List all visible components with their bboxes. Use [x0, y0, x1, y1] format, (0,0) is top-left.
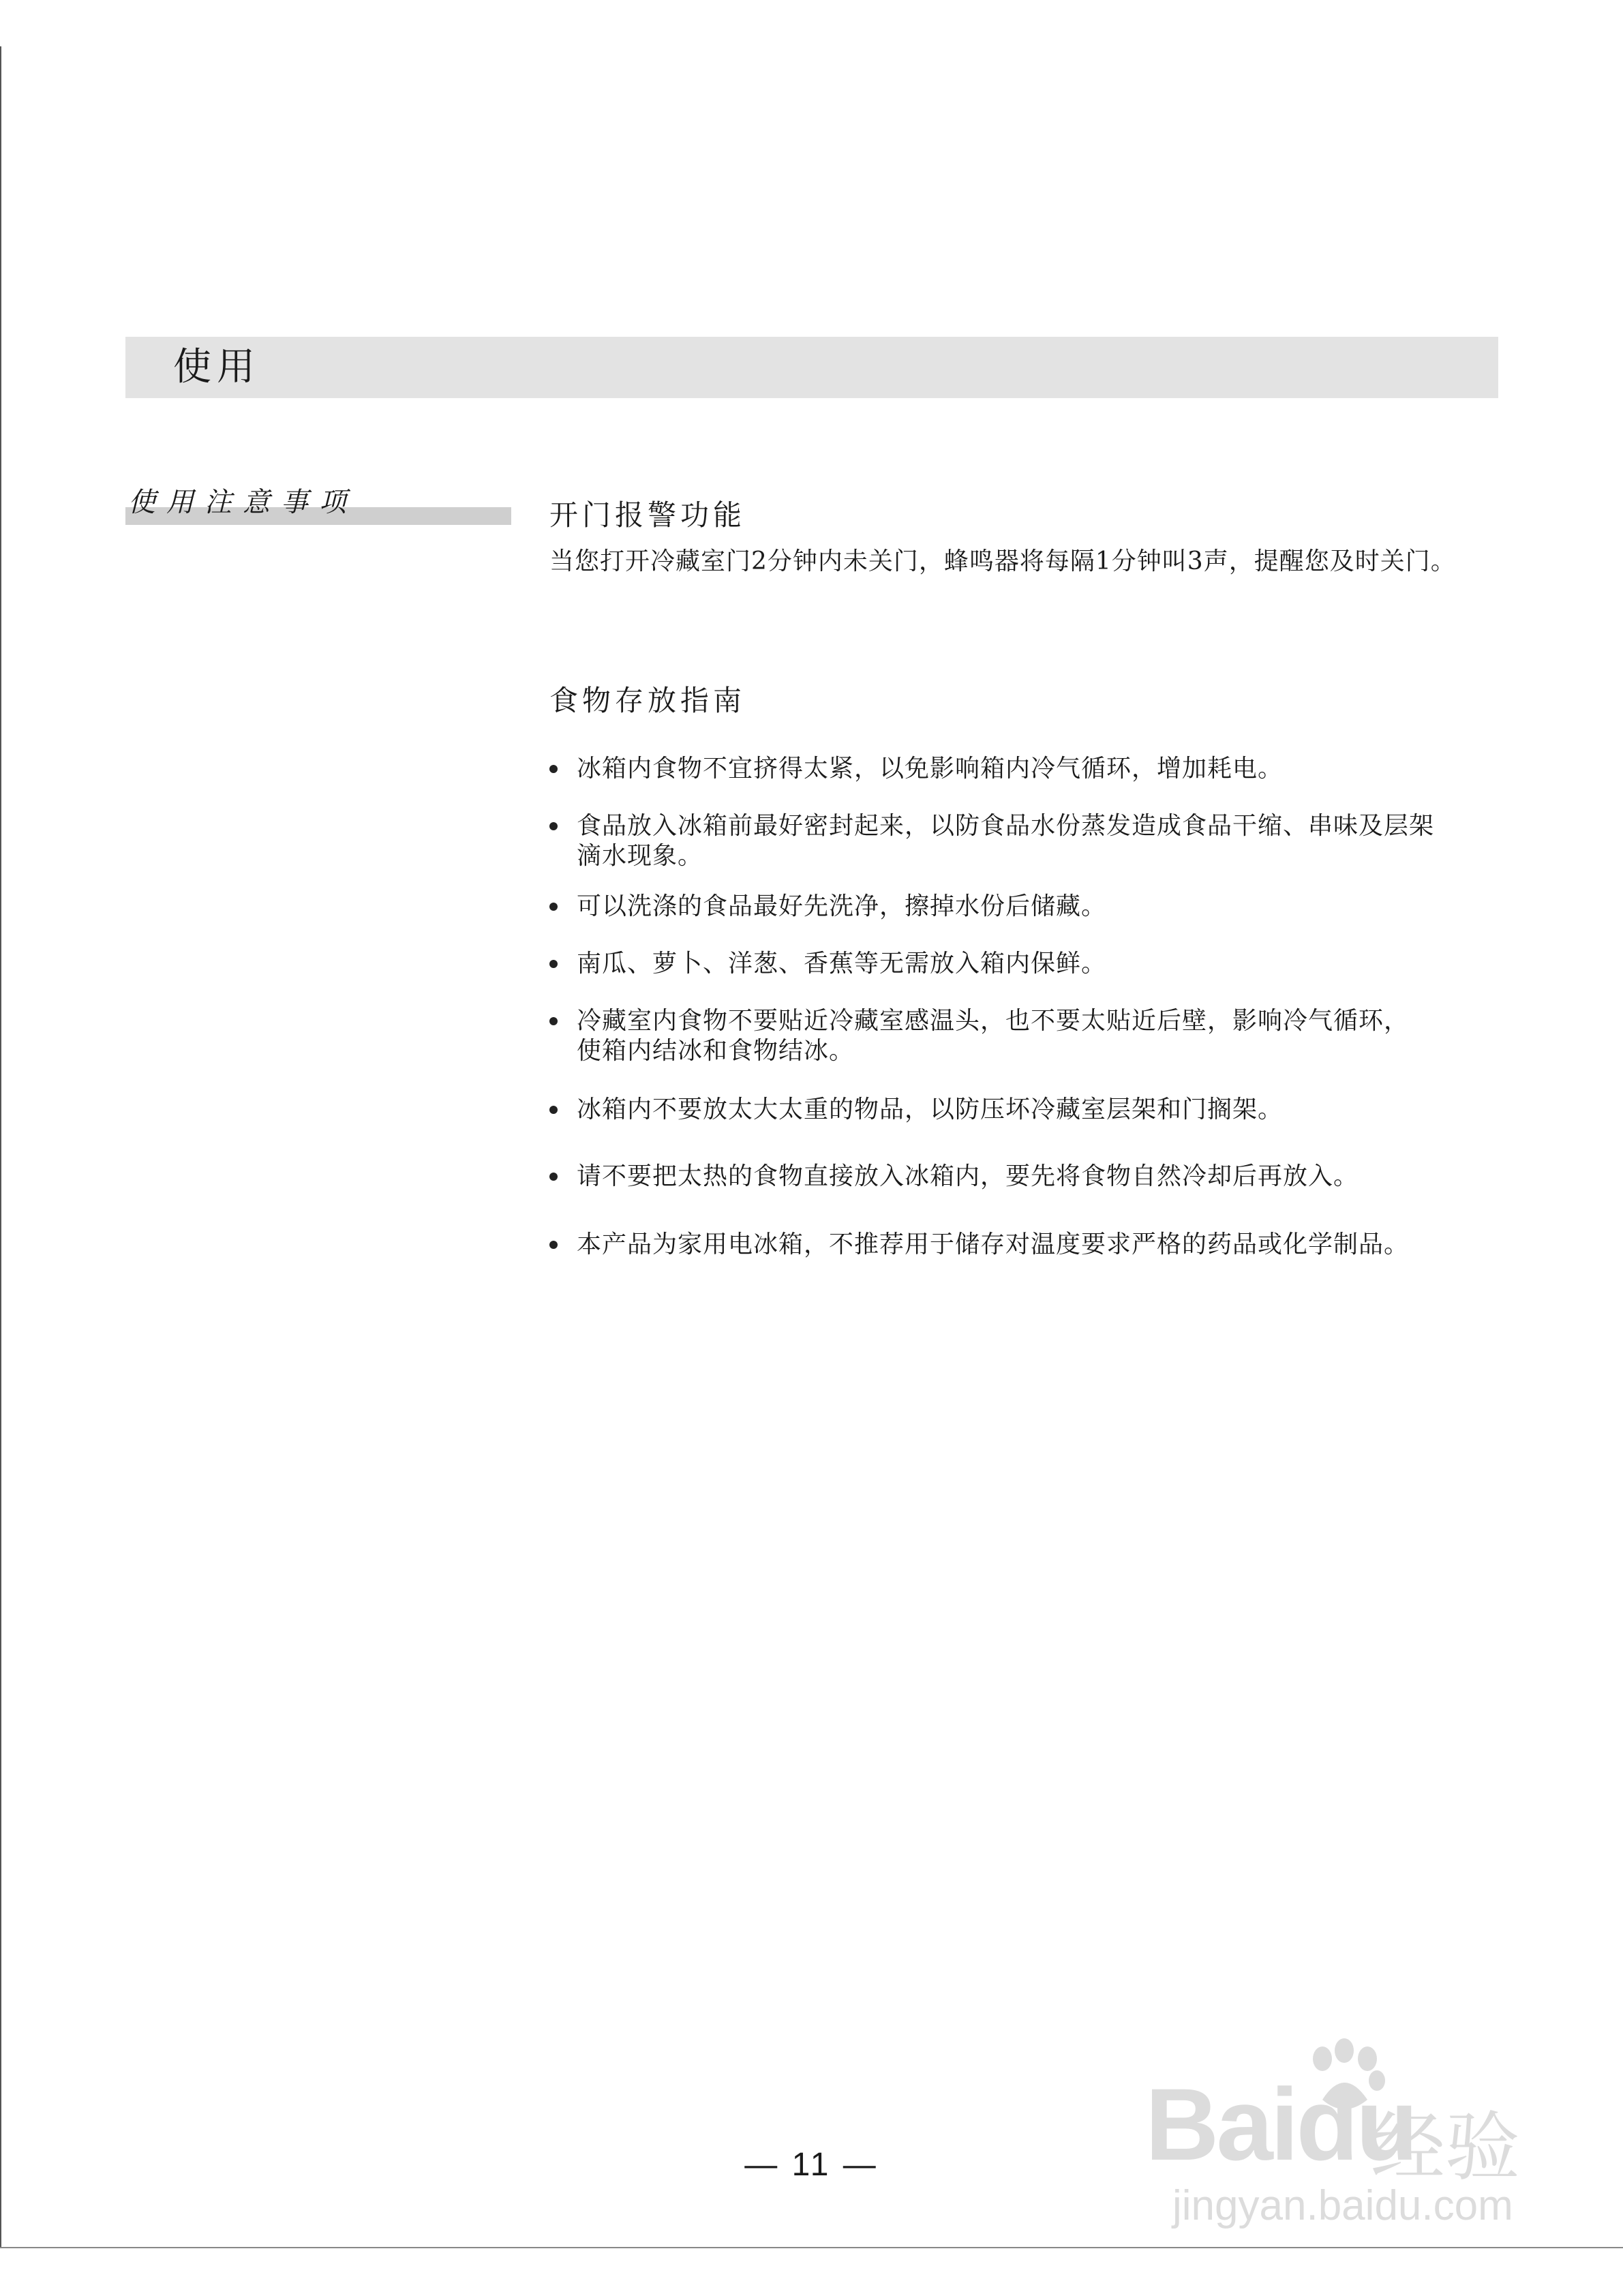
- list-item-text: [577, 892, 1511, 922]
- section-banner: [125, 337, 1498, 398]
- list-item-text: [577, 811, 1511, 871]
- baidu-watermark: [1145, 2038, 1527, 2229]
- list-item-line: 冰箱内食物不宜挤得太紧，以免影响箱内冷气循环，增加耗电。: [577, 755, 1284, 783]
- bullet-icon: [549, 1106, 558, 1114]
- list-item-text: [577, 1230, 1511, 1260]
- list-item-line: 本产品为家用电冰箱，不推荐用于储存对温度要求严格的药品或化学制品。: [577, 1230, 1410, 1258]
- list-item-line: 可以洗涤的食品最好先洗净，擦掉水份后储藏。: [577, 892, 1107, 920]
- list-item-line: 滴水现象。: [577, 842, 703, 870]
- list-item-line: 使箱内结冰和食物结冰。: [577, 1037, 855, 1065]
- list-item-text: [577, 1006, 1511, 1066]
- list-item-text: [577, 1162, 1511, 1192]
- bullet-icon: [549, 1173, 558, 1181]
- door-alarm-heading: 开门报警功能: [549, 498, 746, 532]
- section-title: 使用: [173, 345, 260, 389]
- list-item-line: 冷藏室内食物不要贴近冷藏室感温头，也不要太贴近后壁，影响冷气循环，: [577, 1007, 1410, 1035]
- list-item-line: 请不要把太热的食物直接放入冰箱内，要先将食物自然冷却后再放入。: [577, 1162, 1359, 1190]
- page-border-bottom: [0, 2247, 1623, 2248]
- watermark-brand: 经验: [1370, 2104, 1520, 2191]
- bullet-icon: [549, 960, 558, 968]
- sidebar-heading: [125, 485, 511, 526]
- bullet-icon: [549, 1017, 558, 1025]
- list-item-line: 冰箱内不要放太大太重的物品，以防压坏冷藏室层架和门搁架。: [577, 1096, 1284, 1123]
- bullet-icon: [549, 765, 558, 773]
- list-item-text: [577, 949, 1511, 979]
- bullet-icon: [549, 903, 558, 911]
- bullet-icon: [549, 822, 558, 830]
- list-item-text: [577, 754, 1511, 784]
- door-alarm-text: 当您打开冷藏室门2分钟内未关门，蜂鸣器将每隔1分钟叫3声，提醒您及时关门。: [549, 547, 1456, 575]
- page-border-left: [0, 46, 1, 2248]
- food-storage-heading: 食物存放指南: [549, 684, 746, 717]
- bullet-icon: [549, 1241, 558, 1249]
- list-item-line: 食品放入冰箱前最好密封起来，以防食品水份蒸发造成食品干缩、串味及层架: [577, 812, 1435, 840]
- watermark-logo: Baidu: [1145, 2067, 1416, 2181]
- list-item-text: [577, 1095, 1511, 1125]
- watermark-url: jingyan.baidu.com: [1172, 2182, 1513, 2229]
- sidebar-label: 使用注意事项: [128, 487, 357, 518]
- page-number: — 11 —: [744, 2147, 879, 2183]
- list-item-line: 南瓜、萝卜、洋葱、香蕉等无需放入箱内保鲜。: [577, 950, 1107, 978]
